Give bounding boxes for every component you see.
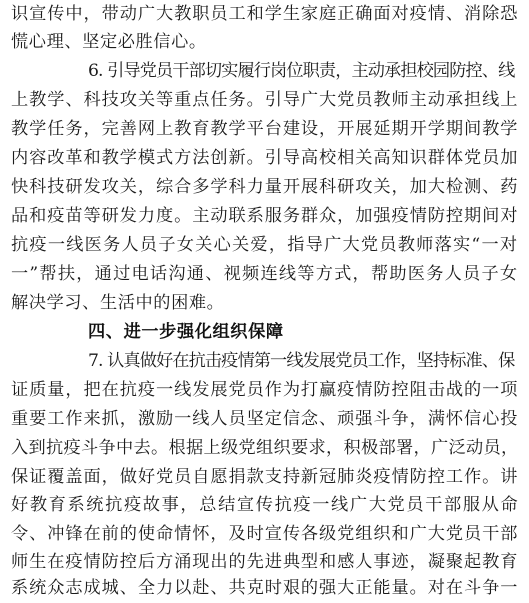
paragraph-line: 重要工作来抓，激励一线人员坚定信念、顽强斗争，满怀信心投 [11,409,519,429]
paragraph-line: 教学任务，完善网上教育教学平台建设，开展延期开学期间教学 [11,119,519,139]
section-heading: 四、进一步强化组织保障 [88,322,284,342]
paragraph-line: 抗疫一线医务人员子女关心关爱，指导广大党员教师落实“一对 [11,235,519,255]
paragraph-line: 快科技研发攻关，综合多学科力量开展科研攻关，加大检测、药 [11,177,519,197]
paragraph-line: 解决学习、生活中的困难。 [11,293,225,313]
paragraph-line: 内容改革和教学模式方法创新。引导高校相关高知识群体党员加 [11,148,519,168]
paragraph-line: 保证覆盖面，做好党员自愿捐款支持新冠肺炎疫情防控工作。讲 [11,467,519,487]
paragraph-line: 慌心理、坚定必胜信心。 [11,32,207,52]
paragraph-line: 师生在疫情防控后方涌现出的先进典型和感人事迹，凝聚起教育 [11,552,519,572]
paragraph-line: 令、冲锋在前的使命情怀，及时宣传各级党组织和广大党员干部 [11,524,519,544]
paragraph-line: 入到抗疫斗争中去。根据上级党组织要求，积极部署，广泛动员， [11,438,519,458]
paragraph-line: 系统众志成城、全力以赴、共克时艰的强大正能量。对在斗争一 [11,578,519,598]
paragraph-line: 好教育系统抗疫故事，总结宣传抗疫一线广大党员干部服从命 [11,495,520,515]
paragraph-line: 一”帮扶，通过电话沟通、视频连线等方式，帮助医务人员子女 [11,264,519,284]
paragraph-line: 6. 引导党员干部切实履行岗位职责，主动承担校园防控、线 [88,61,515,81]
paragraph-line: 上教学、科技攻关等重点任务。引导广大党员教师主动承担线上 [11,90,519,110]
paragraph-line: 品和疫苗等研发力度。主动联系服务群众，加强疫情防控期间对 [11,206,519,226]
paragraph-line: 识宣传中，带动广大教职员工和学生家庭正确面对疫情、消除恐 [11,4,519,24]
paragraph-line: 7. 认真做好在抗击疫情第一线发展党员工作，坚持标准、保 [88,351,515,371]
paragraph-line: 证质量，把在抗疫一线发展党员作为打赢疫情防控阻击战的一项 [11,380,519,400]
